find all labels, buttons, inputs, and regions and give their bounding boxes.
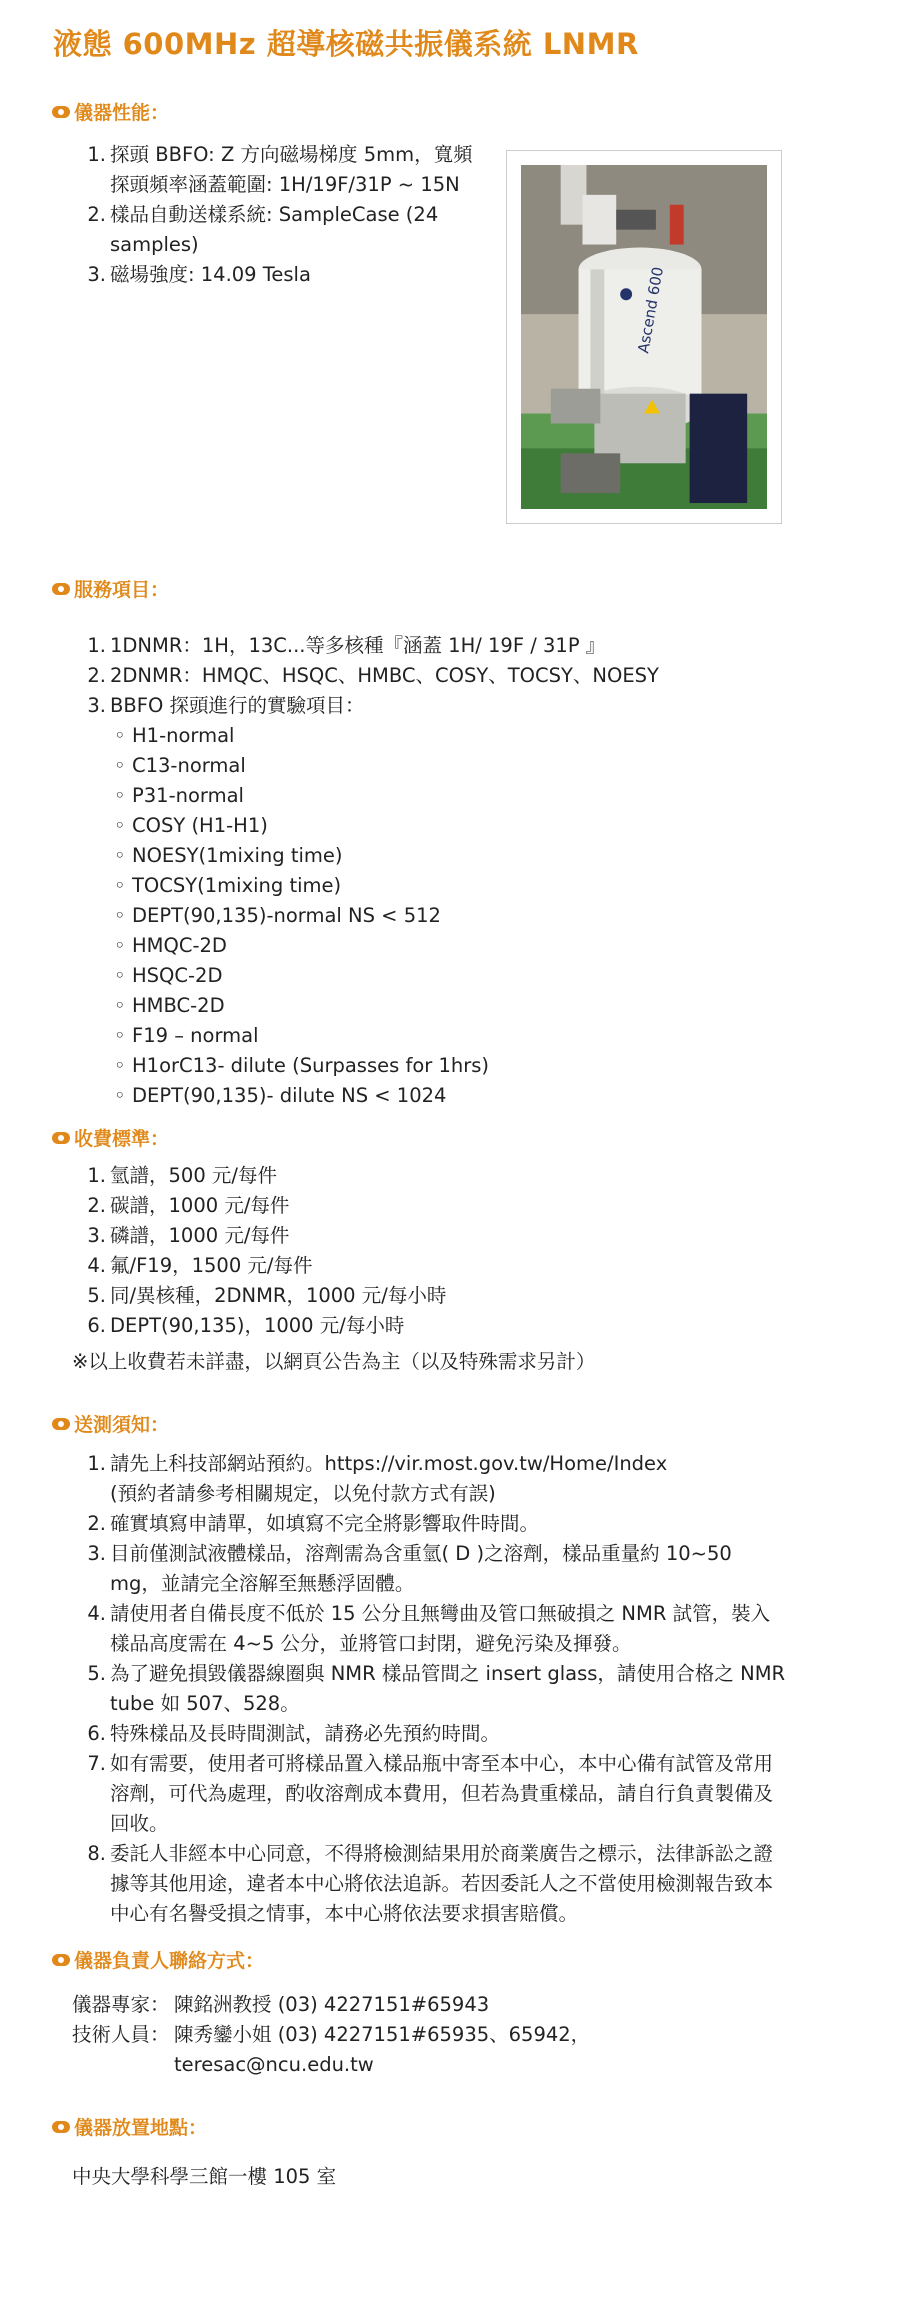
- list-item: 7. 如有需要，使用者可將樣品置入樣品瓶中寄至本中心，本中心備有試管及常用 溶劑，可代為處理，酌收溶劑成本費用，但若為貴重樣品，請自行負責製備及 回收。: [87, 1752, 774, 1835]
- list-item: 2. 確實填寫申請單，如填寫不完全將影響取件時間。: [87, 1512, 540, 1535]
- submission-list: [80, 1449, 785, 1929]
- page-title: 液態 600MHz 超導核磁共振儀系統 LNMR: [53, 27, 639, 61]
- list-item: 4. 氟/F19，1500 元/每件: [87, 1254, 313, 1277]
- bullet-icon: [52, 106, 70, 118]
- location-value: 中央大學科學三館一樓 105 室: [72, 2165, 337, 2188]
- list-item: 3. 目前僅測試液體樣品，溶劑需為含重氫( D )之溶劑，樣品重量約 10~50 mg，並請完全溶解至無懸浮固體。: [87, 1542, 732, 1595]
- section-heading-location: [52, 2113, 207, 2140]
- list-item: 2. 碳譜，1000 元/每件: [87, 1194, 290, 1217]
- list-item: 1. 1DNMR：1H，13C...等多核種『涵蓋 1H/ 19F / 31P 』: [87, 634, 606, 657]
- nmr-magnet-image: [521, 165, 767, 509]
- experiment-item: ◦ P31-normal: [80, 781, 659, 811]
- section-heading-text: 服務項目：: [74, 579, 170, 601]
- section-heading-text: 儀器負責人聯絡方式：: [74, 1950, 265, 1972]
- list-item: 6. DEPT(90,135)，1000 元/每小時: [87, 1314, 405, 1337]
- contact-expert-label: 儀器專家：: [72, 1993, 170, 2016]
- experiment-item: ◦ H1orC13- dilute (Surpasses for 1hrs): [80, 1051, 659, 1081]
- experiment-item: ◦ HMBC-2D: [80, 991, 659, 1021]
- magnet-label: Ascend 600: [634, 265, 668, 355]
- experiment-item: ◦ C13-normal: [80, 751, 659, 781]
- experiment-item: ◦ HSQC-2D: [80, 961, 659, 991]
- list-item: 5. 為了避免損毀儀器線圈與 NMR 樣品管間之 insert glass，請使用合格之 NMR tube 如 507、528。: [87, 1662, 786, 1715]
- list-item: 1. 氫譜，500 元/每件: [87, 1164, 277, 1187]
- contact-email-link[interactable]: teresac@ncu.edu.tw: [174, 2053, 374, 2076]
- list-item: 3. 磷譜，1000 元/每件: [87, 1224, 290, 1247]
- experiment-item: ◦ HMQC-2D: [80, 931, 659, 961]
- experiment-item: ◦ TOCSY(1mixing time): [80, 871, 659, 901]
- experiment-item: ◦ NOESY(1mixing time): [80, 841, 659, 871]
- list-item: 2. 樣品自動送樣系統: SampleCase (24 samples): [87, 203, 439, 256]
- section-heading-text: 儀器性能：: [74, 102, 170, 124]
- section-heading-submission: [52, 1410, 169, 1437]
- performance-list: [80, 140, 473, 290]
- section-heading-text: 收費標準：: [74, 1128, 170, 1150]
- instrument-photo: [506, 150, 782, 524]
- list-item: 5. 同/異核種，2DNMR，1000 元/每小時: [87, 1284, 447, 1307]
- section-heading-fees: [52, 1124, 169, 1151]
- experiment-item: ◦ DEPT(90,135)-normal NS < 512: [80, 901, 659, 931]
- contact-tech-value: 陳秀鑾小姐 (03) 4227151#65935、65942，: [174, 2023, 591, 2046]
- list-item: 3. 磁場強度: 14.09 Tesla: [87, 263, 311, 286]
- section-heading-performance: [52, 98, 169, 125]
- list-item: 1. 請先上科技部網站預約。https://vir.most.gov.tw/Home/Index (預約者請參考相關規定，以免付款方式有誤): [87, 1452, 668, 1505]
- section-heading-contact: [52, 1946, 264, 1973]
- bullet-icon: [52, 583, 70, 595]
- fees-note: ※以上收費若未詳盡，以網頁公告為主（以及特殊需求另計）: [72, 1350, 596, 1373]
- list-item: 6. 特殊樣品及長時間測試，請務必先預約時間。: [87, 1722, 501, 1745]
- services-list: [80, 631, 659, 1111]
- section-heading-text: 儀器放置地點：: [74, 2117, 208, 2139]
- experiment-item: ◦ DEPT(90,135)- dilute NS < 1024: [80, 1081, 659, 1111]
- contact-expert-value: 陳銘洲教授 (03) 4227151#65943: [174, 1993, 490, 2016]
- section-heading-text: 送測須知：: [74, 1414, 170, 1436]
- fees-list: [80, 1161, 446, 1341]
- list-item: 3. BBFO 探頭進行的實驗項目：: [87, 694, 365, 717]
- list-item: 4. 請使用者自備長度不低於 15 公分且無彎曲及管口無破損之 NMR 試管，裝入 樣品高度需在 4~5 公分，並將管口封閉，避免污染及揮發。: [87, 1602, 771, 1655]
- experiment-item: ◦ H1-normal: [80, 721, 659, 751]
- list-item: 8. 委託人非經本中心同意，不得將檢測結果用於商業廣告之標示，法律訴訟之證 據等其他用途，違者本中心將依法追訴。若因委託人之不當使用檢測報告致本 中心有名譽受損之情事，本中心將依法要求損害賠償。: [87, 1842, 774, 1925]
- bullet-icon: [52, 1132, 70, 1144]
- bullet-icon: [52, 2121, 70, 2133]
- bullet-icon: [52, 1418, 70, 1430]
- experiment-item: ◦ F19 – normal: [80, 1021, 659, 1051]
- list-item: 2. 2DNMR：HMQC、HSQC、HMBC、COSY、TOCSY、NOESY: [87, 664, 659, 687]
- list-item: 1. 探頭 BBFO: Z 方向磁場梯度 5mm，寬頻 探頭頻率涵蓋範圍: 1H/19F/31P ~ 15N: [87, 143, 473, 196]
- section-heading-services: [52, 575, 169, 602]
- contact-tech-label: 技術人員：: [72, 2023, 170, 2046]
- experiment-item: ◦ COSY (H1-H1): [80, 811, 659, 841]
- bullet-icon: [52, 1954, 70, 1966]
